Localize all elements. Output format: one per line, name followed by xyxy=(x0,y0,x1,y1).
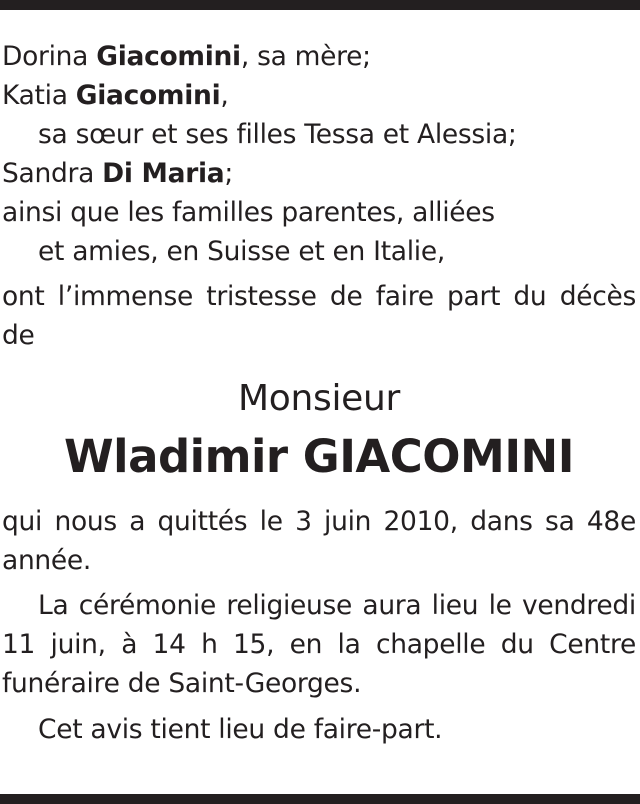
obituary-text xyxy=(2,37,636,749)
first-name: Katia xyxy=(2,80,68,111)
bottom-border-rule xyxy=(0,794,640,804)
first-name: Sandra xyxy=(2,158,95,189)
surname: Di Maria xyxy=(102,158,225,189)
relation-text: , xyxy=(220,80,229,111)
relation-text: , sa mère; xyxy=(240,41,371,72)
first-name: Dorina xyxy=(2,41,89,72)
surname: Giacomini xyxy=(75,80,221,111)
family-line-continuation: sa sœur et ses filles Tessa et Alessia; xyxy=(38,119,517,150)
top-border-rule xyxy=(0,0,640,10)
relatives-line-2: et amies, en Suisse et en Italie, xyxy=(38,236,445,267)
family-line-partner xyxy=(2,154,636,193)
deceased-name: Wladimir GIACOMINI xyxy=(64,430,574,483)
family-line-sister xyxy=(2,76,636,115)
relatives-line-1: ainsi que les familles parentes, alliées xyxy=(2,197,495,228)
announcement-text: ont l’immense tristesse de faire part du décès de xyxy=(2,281,636,351)
passing-text: qui nous a quittés le 3 juin 2010, dans sa 48e année. xyxy=(2,506,636,576)
ceremony-text: La cérémonie religieuse aura lieu le vendredi 11 juin, à 14 h 15, en la chapelle du Centre funéraire de Saint-Georges. xyxy=(2,590,636,699)
family-line-mother xyxy=(2,37,636,76)
honorific: Monsieur xyxy=(237,378,401,419)
surname: Giacomini xyxy=(96,41,241,72)
notice-text: Cet avis tient lieu de faire-part. xyxy=(38,714,443,745)
relation-text: ; xyxy=(224,158,233,189)
